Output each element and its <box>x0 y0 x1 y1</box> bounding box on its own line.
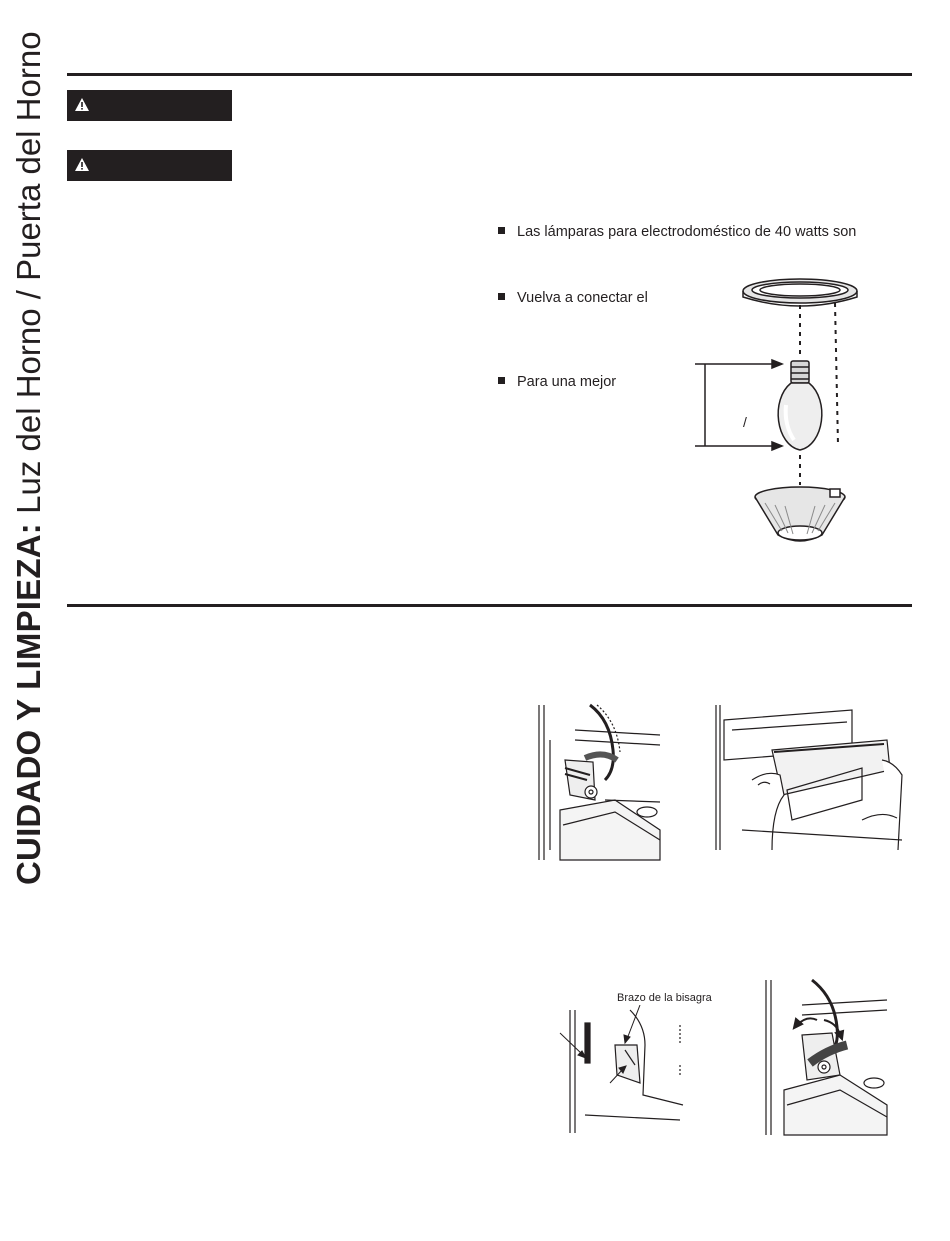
dimension-bracket <box>695 360 782 450</box>
light-socket-ring <box>743 279 857 306</box>
warning-bar-2 <box>67 150 232 181</box>
warning-triangle-icon <box>75 98 89 111</box>
bullet-square-icon <box>498 377 505 384</box>
bulb-replacement-diagram <box>690 275 870 555</box>
top-rule <box>67 73 912 76</box>
bullet-text: Las lámparas para electrodoméstico de 40 watts son <box>517 224 857 240</box>
bullet-text: Para una mejor <box>517 374 617 390</box>
light-globe-cover <box>755 487 845 541</box>
diagram-slash: / <box>743 414 747 430</box>
bullet-reconnect <box>498 289 648 307</box>
bullet-better <box>498 373 616 391</box>
warning-triangle-icon <box>75 158 89 171</box>
hinge-lock-figure <box>535 700 665 865</box>
section-title-bold: CUIDADO Y LIMPIEZA: <box>10 523 47 885</box>
bullet-square-icon <box>498 293 505 300</box>
hinge-lock-close-figure <box>762 975 892 1140</box>
door-lift-figure <box>712 700 907 855</box>
bullet-text: Vuelva a conectar el <box>517 290 648 306</box>
hinge-arm-caption: Brazo de la bisagra <box>617 992 712 1004</box>
light-bulb <box>778 361 822 450</box>
bullet-bulb-watts <box>498 223 856 241</box>
section-title <box>12 31 45 885</box>
hinge-arm-figure <box>555 1005 690 1135</box>
warning-bar-1 <box>67 90 232 121</box>
middle-rule <box>67 604 912 607</box>
bullet-square-icon <box>498 227 505 234</box>
section-title-regular: Luz del Horno / Puerta del Horno <box>10 31 47 514</box>
